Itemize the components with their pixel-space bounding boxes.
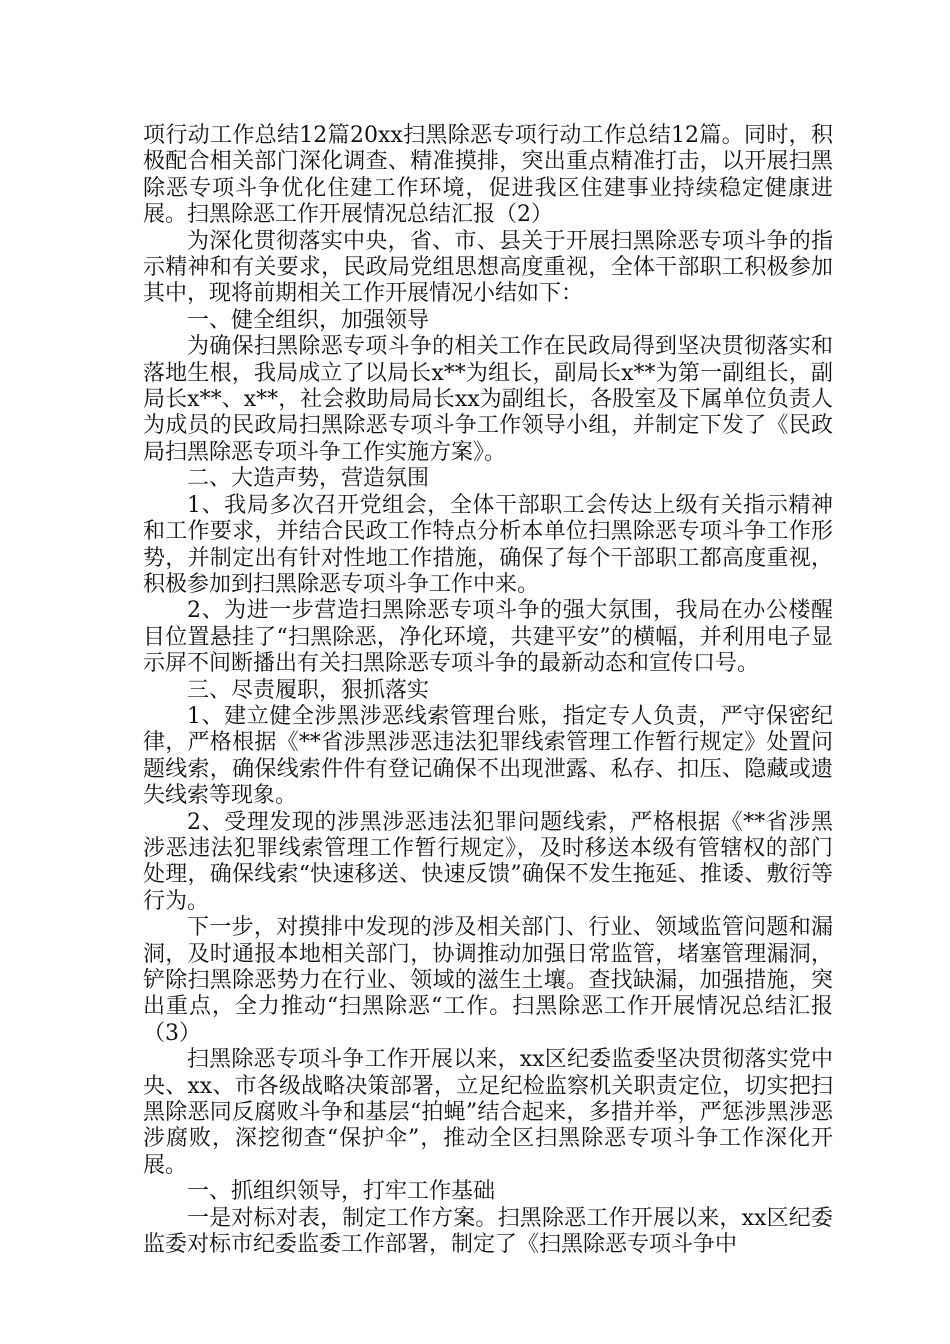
section-heading: 一、健全组织，加强领导 bbox=[187, 307, 430, 333]
paragraph: 2、受理发现的涉黑涉恶违法犯罪问题线索，严格根据《**省涉黑涉恶违法犯罪线索管理工作暂行规定》，及时移送本级有管辖权的部门处理，确保线索“快速移送、快速反馈”确保不发生拖延、推诿、敷衍等行为。 bbox=[143, 809, 833, 914]
section-heading: 二、大造声势，营造氛围 bbox=[187, 466, 430, 492]
section-heading: 三、尽责履职，狠抓落实 bbox=[187, 677, 430, 703]
paragraph: 为深化贯彻落实中央，省、市、县关于开展扫黑除恶专项斗争的指示精神和有关要求，民政局党组思想高度重视，全体干部职工积极参加其中，现将前期相关工作开展情况小结如下： bbox=[143, 228, 833, 307]
document-body bbox=[143, 123, 833, 1258]
paragraph: 2、为进一步营造扫黑除恶专项斗争的强大氛围，我局在办公楼醒目位置悬挂了“扫黑除恶，净化环境，共建平安”的横幅，并利用电子显示屏不间断播出有关扫黑除恶专项斗争的最新动态和宣传口号。 bbox=[143, 598, 833, 677]
paragraph: 1、我局多次召开党组会，全体干部职工会传达上级有关指示精神和工作要求，并结合民政工作特点分析本单位扫黑除恶专项斗争工作形势，并制定出有针对性地工作措施，确保了每个干部职工都高度重视，积极参加到扫黑除恶专项斗争工作中来。 bbox=[143, 492, 833, 597]
paragraph: 下一步，对摸排中发现的涉及相关部门、行业、领域监管问题和漏洞，及时通报本地相关部门，协调推动加强日常监管，堵塞管理漏洞，铲除扫黑除恶势力在行业、领域的滋生土壤。查找缺漏，加强措施，突出重点，全力推动“扫黑除恶“工作。扫黑除恶工作开展情况总结汇报（3） bbox=[143, 915, 833, 1046]
paragraph: 扫黑除恶专项斗争工作开展以来，xx区纪委监委坚决贯彻落实党中央、xx、市各级战略决策部署，立足纪检监察机关职责定位，切实把扫黑除恶同反腐败斗争和基层“拍蝇”结合起来，多措并举，严惩涉黑涉恶涉腐败，深挖彻查“保护伞”，推动全区扫黑除恶专项斗争工作深化开展。 bbox=[143, 1047, 833, 1178]
section-heading: 一、抓组织领导，打牢工作基础 bbox=[187, 1179, 496, 1205]
paragraph: 为确保扫黑除恶专项斗争的相关工作在民政局得到坚决贯彻落实和落地生根，我局成立了以局长x**为组长，副局长x**为第一副组长，副局长x**、x**，社会救助局局长xx为副组长，各股室及下属单位负责人为成员的民政局扫黑除恶专项斗争工作领导小组，并制定下发了《民政局扫黑除恶专项斗争工作实施方案》。 bbox=[143, 334, 833, 465]
paragraph: 项行动工作总结12篇20xx扫黑除恶专项行动工作总结12篇。同时，积极配合相关部门深化调查、精准摸排，突出重点精准打击，以开展扫黑除恶专项斗争优化住建工作环境，促进我区住建事业持续稳定健康进展。扫黑除恶工作开展情况总结汇报（2） bbox=[143, 123, 833, 228]
paragraph: 1、建立健全涉黑涉恶线索管理台账，指定专人负责，严守保密纪律，严格根据《**省涉黑涉恶违法犯罪线索管理工作暂行规定》处置问题线索，确保线索件件有登记确保不出现泄露、私存、扣压、隐藏或遗失线索等现象。 bbox=[143, 703, 833, 809]
paragraph: 一是对标对表，制定工作方案。扫黑除恶工作开展以来，xx区纪委监委对标市纪委监委工作部署，制定了《扫黑除恶专项斗争中 bbox=[143, 1205, 833, 1258]
